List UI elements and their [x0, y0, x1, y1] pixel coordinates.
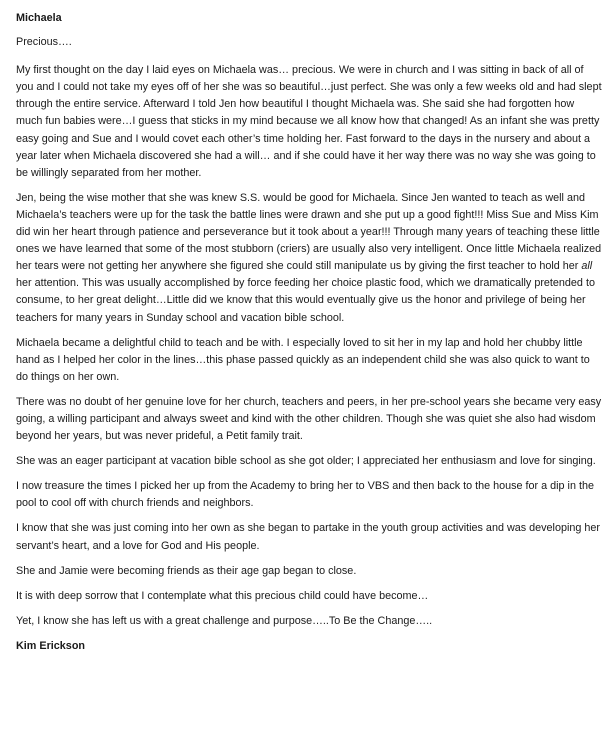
paragraph-youth-group: I know that she was just coming into her own as she began to partake in the youth group activities and was developing her servant’s heart, and a love for God and His people.: [16, 522, 600, 552]
emphasis-all: all: [581, 260, 593, 273]
paragraph-sorrow: It is with deep sorrow that I contemplate what this precious child could have become…: [16, 589, 429, 602]
paragraph-delightful-child: Michaela became a delightful child to teach and be with. I especially loved to sit her in my lap and hold her chubby little hand as I helped her color in the lines…this phase passed quickly as an independent child she was also quick to want to do things on her own.: [16, 336, 590, 383]
paragraph-academy: I now treasure the times I picked her up from the Academy to bring her to VBS and then back to the house for a dip in the pool to cool off with church friends and neighbors.: [16, 480, 594, 510]
paragraph-wise-mother: [16, 190, 602, 327]
paragraph-wise-mother-tail: her attention. This was usually accomplished by force feeding her choice plastic food, which we dramatically pretended to consume, to her great delight…Little did we know that this would eventually give us the honor and privilege of being her teachers for many years in Sunday school and vacation bible school.: [16, 277, 595, 324]
document-page: [16, 10, 602, 655]
paragraph-challenge: Yet, I know she has left us with a great challenge and purpose…..To Be the Change…..: [16, 614, 433, 627]
paragraph-jamie: She and Jamie were becoming friends as their age gap began to close.: [16, 564, 357, 577]
paragraph-first-thought: My first thought on the day I laid eyes on Michaela was… precious. We were in church and I was sitting in back of all of you and I could not take my eyes off of her she was so beautiful…just perfect. She was only a few weeks old and had slept through the entire service. Afterward I told Jen how beautiful I thought Michaela was. She said she had forgotten how much fun babies were…I guess that sticks in my mind because we all know how that changed! As an infant she was pretty easy going and Sue and I would covet each other’s time holding her. Fast forward to the days in the nursery and about a year later when Michaela discovered she had a will… and if she could have it her way there was no way she was going to be willingly separated from her mother.: [16, 64, 602, 179]
paragraph-genuine-love: There was no doubt of her genuine love for her church, teachers and peers, in her pre-school years she became very easy going, a willing participant and always sweet and kind with the other children. Though she was quiet she also had wisdom beyond her years, but was never prideful, a Petit family trait.: [16, 395, 602, 443]
signature: Kim Erickson: [16, 639, 86, 652]
paragraph-wise-mother-text: Jen, being the wise mother that she was knew S.S. would be good for Michaela. Since Jen wanted to teach as well and Michaela’s teachers were up for the task the battle lines were drawn and she put up a good fight!!! Miss Sue and Miss Kim did win her heart through patience and perseverance but it took about a year!!! Through many years of teaching these little ones we have learned that some of the most stubborn (criers) are usually also very intelligent. Once little Michaela realized her tears were not getting her anywhere she figured she could still manipulate us by giving the first teacher to hold her: [16, 191, 602, 273]
document-title: Michaela: [16, 12, 62, 24]
paragraph-vbs-participant: She was an eager participant at vacation bible school as she got older; I appreciated her enthusiasm and love for singing.: [16, 455, 596, 468]
salutation: Precious….: [16, 36, 72, 49]
